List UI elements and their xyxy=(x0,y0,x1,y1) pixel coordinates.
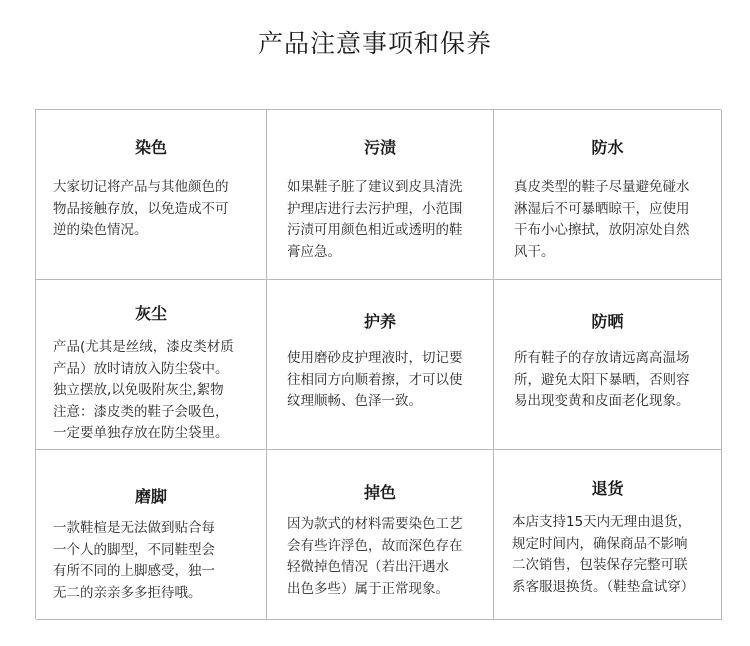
text-line: 二次销售，包装保存完整可联 xyxy=(512,557,688,573)
care-notes-grid xyxy=(35,109,721,619)
text-line: 无二的亲亲多多拒待哦。 xyxy=(53,584,202,601)
text-line: 大家切记将产品与其他颜色的 xyxy=(53,179,229,195)
text-line: 所，避免太阳下暴晒，否则容 xyxy=(514,371,690,388)
text-line: 如果鞋子脏了建议到皮具清洗 xyxy=(287,179,463,195)
text-line: 规定时间内，确保商品不影响 xyxy=(512,535,688,552)
cell-text xyxy=(514,348,709,413)
cell-text xyxy=(287,514,481,600)
text-line: 出色多些）属于正常现象。 xyxy=(287,580,449,597)
cell-title: 染色 xyxy=(134,138,167,157)
text-line: 干布小心擦拭，放阴凉处自然 xyxy=(514,222,690,238)
care-cell-waterproof xyxy=(494,110,722,280)
text-line: 往相同方向顺着擦，才可以使 xyxy=(287,371,463,388)
text-line: 纹理顺畅、色泽一致。 xyxy=(287,393,422,409)
care-cell-stains xyxy=(267,110,494,280)
text-line: 一个人的脚型，不同鞋型会 xyxy=(53,541,215,558)
text-line: 注意：漆皮类的鞋子会吸色， xyxy=(53,403,229,420)
cell-title: 磨脚 xyxy=(134,487,167,506)
care-cell-chafing xyxy=(36,450,267,620)
text-line: 产品(尤其是丝绒，漆皮类材质 xyxy=(53,339,234,355)
cell-title: 护养 xyxy=(363,312,396,331)
text-line: 所有鞋子的存放请远离高温场 xyxy=(514,350,690,366)
text-line: 因为款式的材料需要染色工艺 xyxy=(287,516,463,532)
cell-title: 掉色 xyxy=(363,483,396,502)
cell-title: 退货 xyxy=(591,479,624,498)
cell-title: 防水 xyxy=(591,138,624,157)
text-line: 物品接触存放，以免造成不可 xyxy=(53,200,229,217)
text-line: 护理店进行去污护理，小范围 xyxy=(287,200,463,217)
text-line: 真皮类型的鞋子尽量避免碰水 xyxy=(514,179,690,195)
text-line: 产品）放时请放入防尘袋中。 xyxy=(53,360,229,377)
text-line: 一款鞋楦是无法做到贴合每 xyxy=(53,520,215,536)
text-line: 膏应急。 xyxy=(287,243,341,260)
cell-text xyxy=(512,512,715,598)
text-line: 淋湿后不可暴晒晾干，应使用 xyxy=(514,200,690,217)
cell-title: 污渍 xyxy=(363,138,396,157)
text-line: 使用磨砂皮护理液时，切记要 xyxy=(287,350,463,366)
text-line: 易出现变黄和皮面老化现象。 xyxy=(514,393,690,409)
care-cell-dust xyxy=(36,280,267,450)
text-line: 有所不同的上脚感受，独一 xyxy=(53,563,215,579)
cell-title: 灰尘 xyxy=(134,304,167,323)
cell-text xyxy=(53,177,252,242)
text-line: 一定要单独存放在防尘袋里。 xyxy=(53,425,229,441)
cell-text xyxy=(287,348,481,413)
text-line: 逆的染色情况。 xyxy=(53,222,148,238)
care-cell-dyeing xyxy=(36,110,267,280)
care-cell-maintenance xyxy=(267,280,494,450)
care-cell-sun-protection xyxy=(494,280,722,450)
text-line: 独立摆放,以免吸附灰尘,絮物 xyxy=(53,382,224,398)
cell-title: 防晒 xyxy=(591,312,624,331)
care-cell-returns xyxy=(494,450,722,620)
care-cell-color-fading xyxy=(267,450,494,620)
cell-text xyxy=(287,177,481,263)
text-line: 污渍可用颜色相近或透明的鞋 xyxy=(287,222,463,238)
text-line: 风干。 xyxy=(514,243,555,260)
page-title: 产品注意事项和保养 xyxy=(257,29,492,58)
text-line: 本店支持15天内无理由退货， xyxy=(512,514,692,530)
cell-text xyxy=(53,337,252,445)
text-line: 轻微掉色情况（若出汗遇水 xyxy=(287,559,449,575)
cell-text xyxy=(53,518,252,604)
text-line: 会有些许浮色，故而深色存在 xyxy=(287,537,463,554)
text-line: 系客服退换货。（鞋垫盒试穿） xyxy=(512,578,695,595)
cell-text xyxy=(514,177,709,263)
